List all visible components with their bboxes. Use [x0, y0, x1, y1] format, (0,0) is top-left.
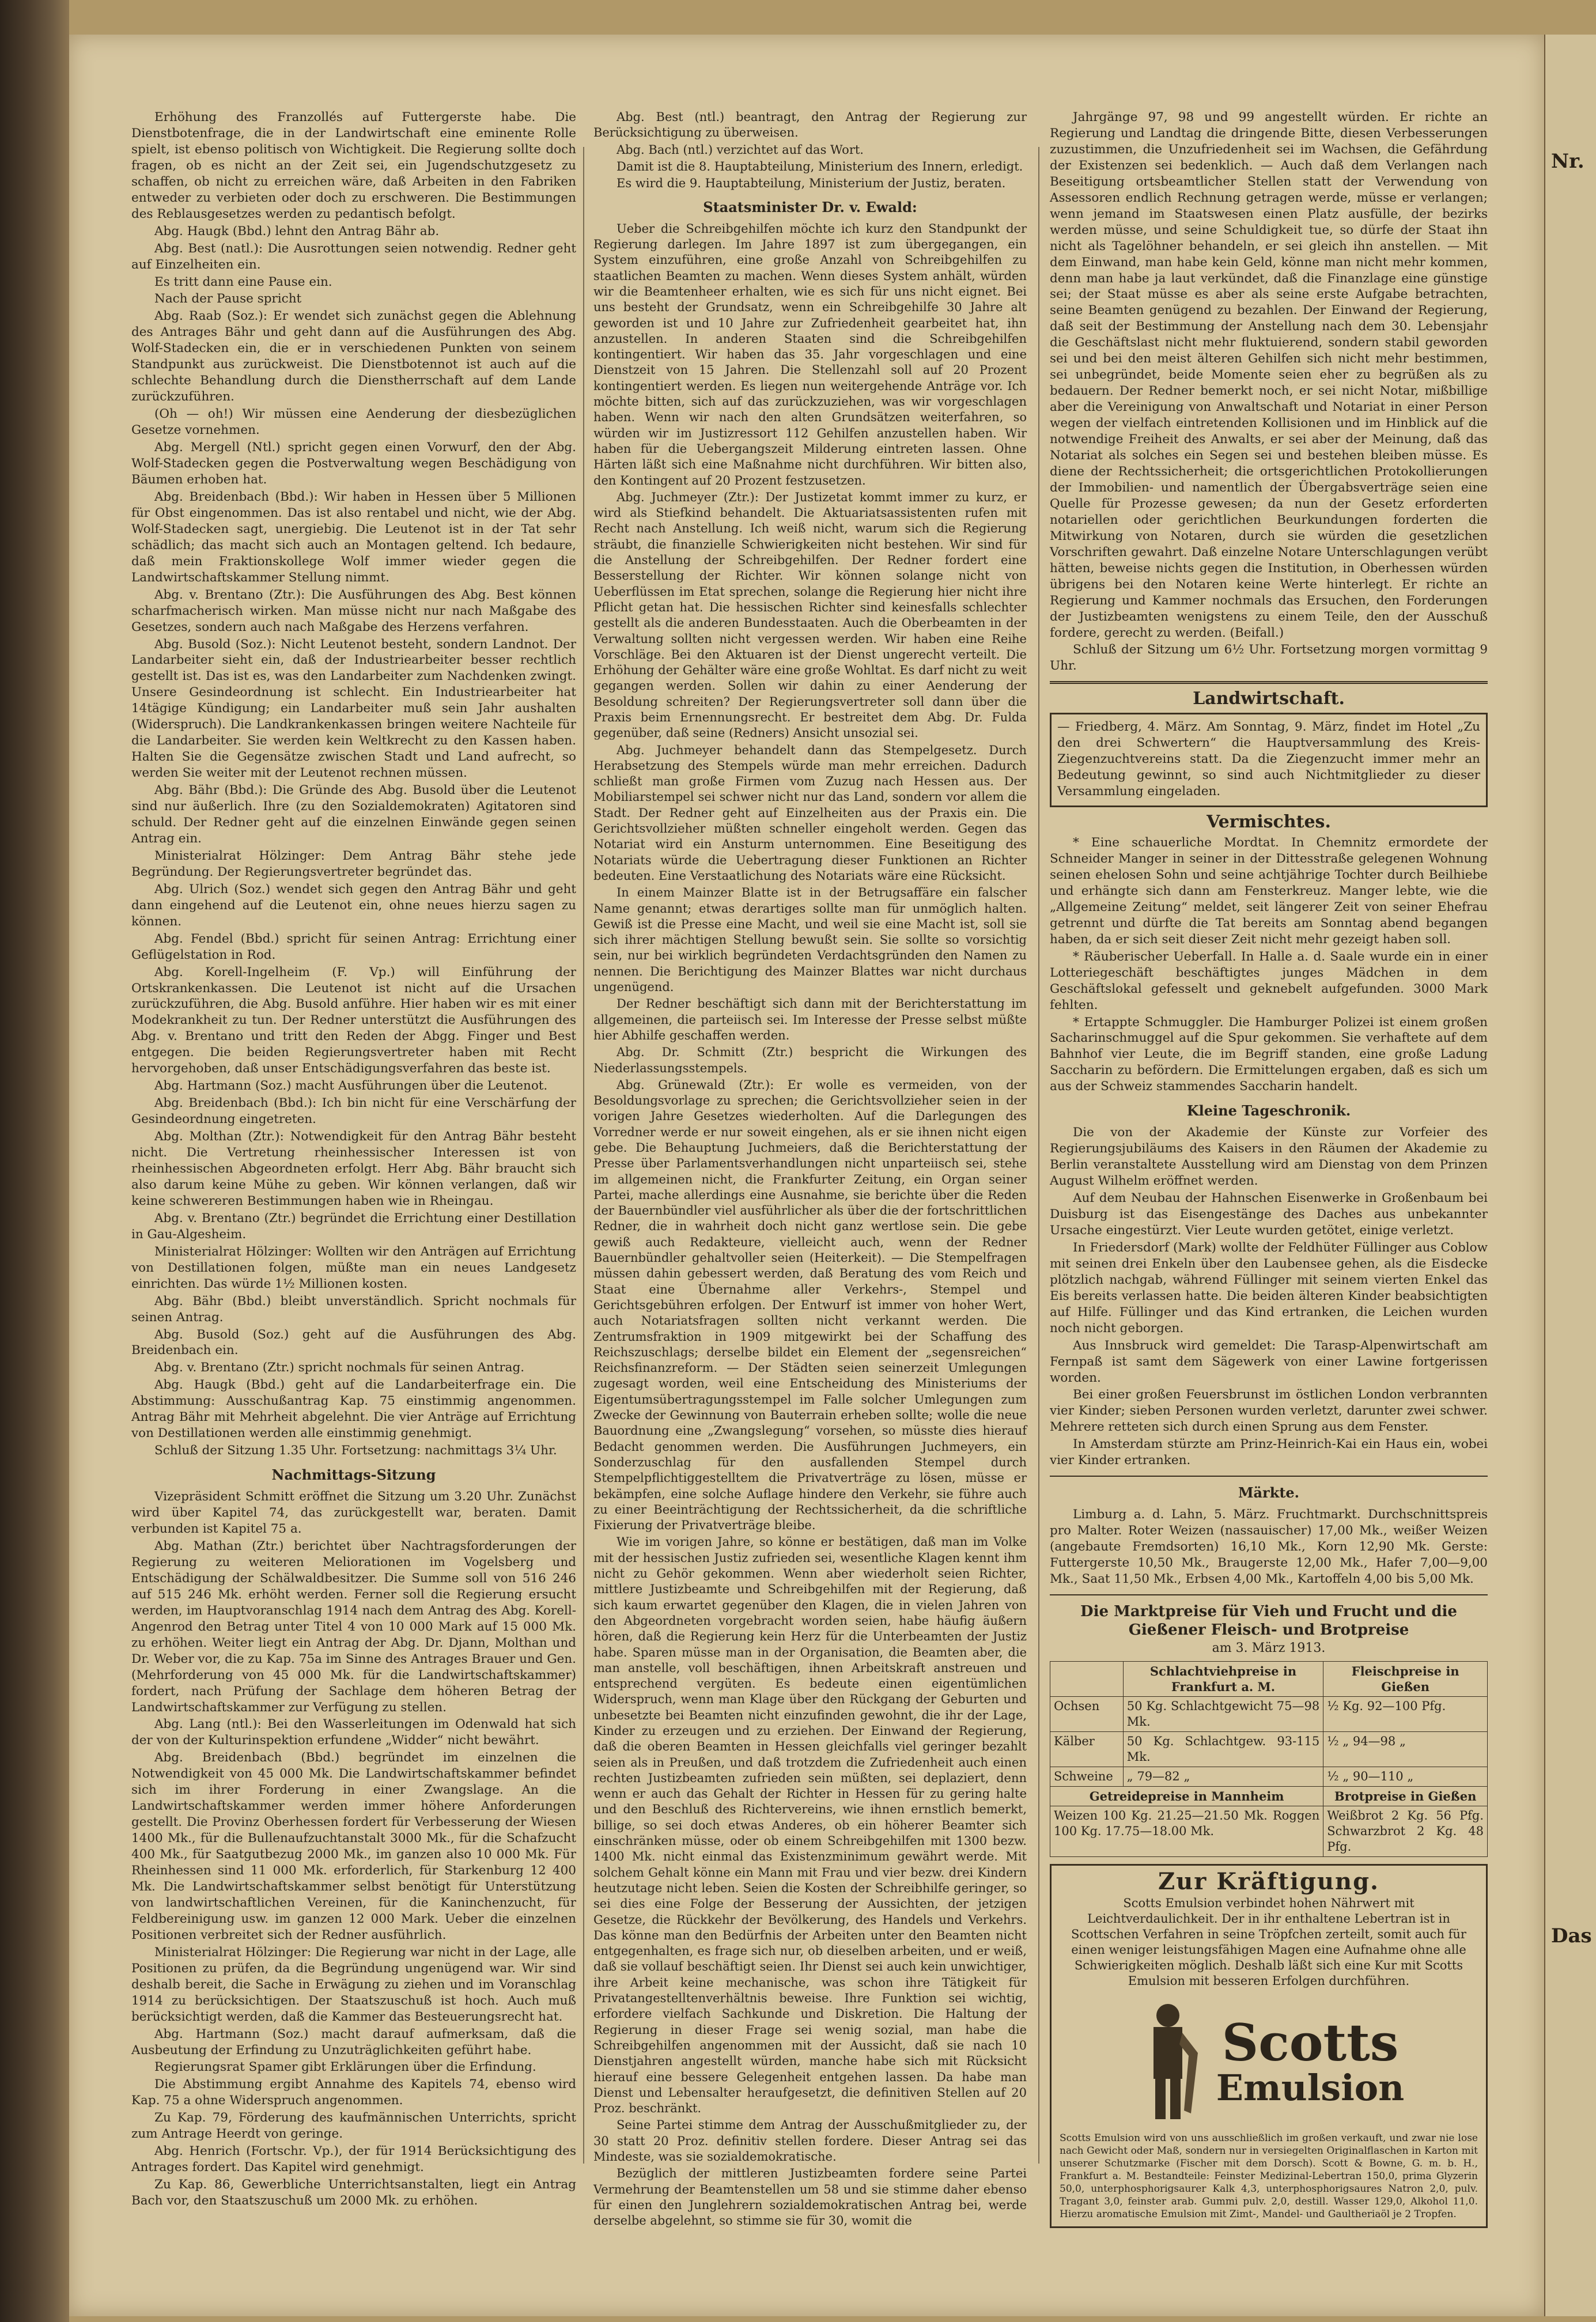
article-paragraph: Abg. Juchmeyer (Ztr.): Der Justizetat kommt immer zu kurz, er wird als Stiefkind behandelt. Die Aktuariatsassistenten rufen mit Recht nach Anstellung. Ich weiß nicht, warum sich die Regierung sträubt, die finanzielle Schwierigkeiten nicht bestehen. Wir sind für die Anstellung der Schreibgehilfen. Der Redner fordert eine Besserstellung der Richter. Wir können solange nicht von Ueberflüssen im Etat sprechen, solange die Regierung hier nicht ihre Pflicht getan hat. Die hessischen Richter sind keinesfalls schlechter gestellt als die anderen Bundesstaaten. Auch die Oberbeamten in der Verwaltung sollten nicht vergessen werden. Wir haben eine Reihe Vorschläge. Bei den Aktuaren ist der Dienst ungerecht verteilt. Die Erhöhung der Gehälter wäre eine große Wohltat. Es darf nicht zu weit gegangen werden. Sollen wir dahin zu einer Aenderung der Besoldung schreiten? Der Regierungsvertreter soll dann über die Praxis beim Ernennungsrecht. Er bestreitet dem Abg. Dr. Fulda gegenüber, daß seine (Redners) Ansicht unsozial sei.	[593, 490, 1027, 740]
markets-text: Limburg a. d. Lahn, 5. März. Fruchtmarkt. Durchschnittspreis pro Malter. Roter Weizen (nassauischer) 17,00 Mk., weißer Weizen (angebaute Fremdsorten) 16,10 Mk., Korn 12,90 Mk. Gerste: Futtergerste 10,50 Mk., Braugerste 12,00 Mk., Hafer 7,00—9,00 Mk., Saat 11,50 Mk., Erbsen 4,00 Mk., Kartoffeln 4,00 bis 5,00 Mk.	[1050, 1507, 1488, 1587]
article-paragraph: Abg. Best (ntl.) beantragt, den Antrag der Regierung zur Berücksichtigung zu überweisen.	[593, 110, 1027, 140]
article-paragraph: Abg. Bähr (Bbd.) bleibt unverständlich. Spricht nochmals für seinen Antrag.	[131, 1294, 576, 1325]
column-1	[131, 109, 576, 2210]
fisherman-with-cod-icon	[1133, 1998, 1202, 2125]
article-paragraph: Jahrgänge 97, 98 und 99 angestellt würden. Er richte an Regierung und Landtag die dringende Bitte, diesen Verbesserungen zuzustimmen, die Unzufriedenheit sei im Wachsen, die Gefährdung der Existenzen sei bedenklich. — Auch daß dem Verlangen nach Beseitigung ortsbeamtlicher Stellen statt der Verwendung von Assessoren endlich Rechnung getragen werde, müsse er verlangen; wenn jemand im Staatswesen einen Platz ausfülle, der bezirks werden müsse, und seine Schuldigkeit tue, so dürfe der Staat ihn nicht als Tagelöhner behandeln, er sei gleich ihn anstellen. — Mit dem Einwand, man habe kein Geld, könne man nicht mehr kommen, denn man habe ja laut verkündet, daß die Finanzlage eine günstige sei; der Staat müsse es aber als seine erste Aufgabe betrachten, seine Beamten genügend zu bezahlen. Der Einwand der Regierung, daß seit der Bestimmung der Anstellung nach dem 30. Lebensjahr die Geschäftslast nicht mehr fluktuierend, sondern stabil geworden sei und bei den meist älteren Gehilfen sich nicht mehr bestimmen, sei unbegründet, beide Momente seien eher zu begrüßen als zu bedauern. Der Redner bemerkt noch, er sei nicht Notar, mißbillige aber die Vereinigung von Anwaltschaft und Notariat in einer Person wegen der vielfach eintretenden Kollisionen und im Hinblick auf die notwendige Freiheit des Anwalts, er sei aber der Meinung, daß das Notariat als solches ein Segen sei und bestehen bleiben müsse. Es diene der Rechtssicherheit; die ortsgerichtlichen Protokollierungen der Immobilien- und namentlich der Übergabsverträge seien eine Quelle für Prozesse gewesen; da nun der Gesetz erforderten notariellen oder gerichtlichen Beurkundungen forderten die Mitwirkung von Notaren, durch sie würden die gesetzlichen Vorschriften gewahrt. Daß einzelne Notare Unterschlagungen verübt hätten, beweise nichts gegen die Institution, in Oberhessen würden übrigens bei den Notaren keine Werte hinterlegt. Er richte an Regierung und Kammer nochmals das Ersuchen, den Forderungen der Justizbeamten wenigstens zu einem Teile, den der Ausschuß fordere, gerecht zu werden. (Beifall.)	[1050, 110, 1488, 640]
article-paragraph: Abg. v. Brentano (Ztr.) begründet die Errichtung einer Destillation in Gau-Algesheim.	[131, 1211, 576, 1242]
table-cell-frankfurt: 50 Kg. Schlachtgew. 93-115 Mk.	[1123, 1731, 1323, 1767]
article-paragraph: Abg. Bähr (Bbd.): Die Gründe des Abg. Busold über die Leutenot sind nur äußerlich. Ihre (zu den Sozialdemokraten) Agitatoren sind schuld. Der Redner geht auf die einzelnen Einwände gegen seinen Antrag ein.	[131, 783, 576, 846]
table-cell-giessen: ½ „ 94—98 „	[1323, 1731, 1488, 1767]
market-table-title: Die Marktpreise für Vieh und Frucht und die Gießener Fleisch- und Brotpreise	[1080, 1602, 1457, 1639]
book-binding	[0, 0, 69, 2322]
article-paragraph: In einem Mainzer Blatte ist in der Betrugsaffäre ein falscher Name genannt; etwas derartiges sollte man für unmöglich halten. Gewiß ist die Presse eine Macht, und weil sie eine Macht ist, soll sie sich ihrer mächtigen Stellung bewußt sein. Sie sollte so vorsichtig sein, nur bei wirklich begründeten Verdachtsgründen den Namen zu nennen. Die Berichtigung des Mainzer Blattes war nicht durchaus ungenügend.	[593, 886, 1027, 994]
vermischtes-heading: Vermischtes.	[1207, 812, 1331, 833]
landwirtschaft-heading: Landwirtschaft.	[1193, 689, 1345, 709]
table-header-kind	[1050, 1661, 1124, 1696]
article-paragraph: Abg. Mathan (Ztr.) berichtet über Nachtragsforderungen der Regierung zu weiteren Meliorationen im Vogelsberg und Entschädigung der Schälwaldbesitzer. Die Summe soll von 516 246 auf 515 246 Mk. erhöht werden. Ferner soll die Regierung ersucht werden, im Hauptvoranschlag 1914 nach dem Antrag des Abg. Korell-Angenrod den Betrag unter Titel 4 von 10 000 Mark auf 15 000 Mk. zu erhöhen. Weiter liegt ein Antrag der Abg. Dr. Djann, Molthan und Dr. Weber vor, die zu Kap. 75a im Sinne des Antrages Brauer und Gen. (Mehrforderung von 45 000 Mk. für die Landwirtschaftskammer) fordert, nach Prüfung der Sachlage dem höheren Betrag der Landwirtschaftskammer zur Verfügung zu stellen.	[131, 1538, 576, 1715]
news-item: * Eine schauerliche Mordtat. In Chemnitz ermordete der Schneider Manger in seiner in der Dittesstraße gelegenen Wohnung seinen ehelosen Sohn und seine achtjährige Tochter durch Beilhiebe und erhängte sich dann am Fensterkreuz. Manger lebte, wie die „Allgemeine Zeitung“ meldet, seit längerer Zeit von seiner Ehefrau getrennt und dürfte die Tat bereits am Sonntag abend begangen haben, da er sich seit dieser Zeit nicht mehr gezeigt haben soll.	[1050, 835, 1488, 947]
news-item: Die von der Akademie der Künste zur Vorfeier des Regierungsjubiläums des Kaisers in den Räumen der Akademie zu Berlin veranstaltete Ausstellung wird am Dienstag von dem Prinzen August Wilhelm eröffnet werden.	[1050, 1125, 1488, 1189]
ad-heading: Zur Kräftigung.	[1158, 1867, 1379, 1895]
article-paragraph: Abg. Juchmeyer behandelt dann das Stempelgesetz. Durch Herabsetzung des Stempels würde man mehr erreichen. Dadurch schließt man große Firmen vom Zuzug nach Hessen aus. Der Mobiliarstempel sei schwer nicht nur das Land, sondern vor allem die Stadt. Der Redner geht auf Einzelheiten aus der Praxis ein. Die Gerichtsvollzieher müßten schneller eingeholt werden. Gegen das Notariat wird ein Ansturm unternommen. Eine Beseitigung des Notariats würde die Uebertragung dieser Funktionen an Richter bedeuten. Eine Verstaatlichung des Notariats wäre eine Rücksicht.	[593, 743, 1027, 883]
article-paragraph: Ministerialrat Hölzinger: Dem Antrag Bähr stehe jede Begründung. Der Regierungsvertreter begründet das.	[131, 848, 576, 879]
tageschronik-heading: Kleine Tageschronik.	[1186, 1102, 1351, 1120]
vermischtes-paragraphs	[1050, 835, 1488, 1095]
table-cell-kind: Kälber	[1050, 1731, 1124, 1767]
news-item: In Friedersdorf (Mark) wollte der Feldhüter Füllinger aus Coblow mit seinen drei Enkeln über den Laubensee gehen, als die Eisdecke plötzlich nachgab, während Füllinger mit seinem vierten Enkel das Eis bereits verlassen hatte. Die beiden älteren Kinder beabsichtigten auf Hilfe. Füllinger und das Kind ertranken, die Leichen wurden noch nicht geborgen.	[1050, 1240, 1488, 1336]
market-price-table	[1050, 1661, 1488, 1857]
article-paragraph: Abg. Breidenbach (Bbd.) begründet im einzelnen die Notwendigkeit von 45 000 Mk. Die Landwirtschaftskammer befindet sich im ihrer Forderung in einer Zwangslage. An die Landwirtschaftskammer werden immer höhere Anforderungen gestellt. Die Provinz Oberhessen fordert für Verbesserung der Wiesen 1400 Mk., für die Bullenaufzuchtanstalt 3000 Mk., für die Schafzucht 400 Mk., für Saatgutbezug 2000 Mk., im ganzen also 10 000 Mk. Für Rheinhessen sind 11 000 Mk. erforderlich, für Starkenburg 12 400 Mk. Die Landwirtschaftskammer selbst benötigt für Unterstützung von landwirtschaftlichen Vereinen, für die Kaninchenzucht, für Feldbereinigung usw. im ganzen 12 000 Mark. Ueber die einzelnen Positionen verbreitet sich der Redner ausführlich.	[131, 1750, 576, 1942]
article-paragraph: Abg. Haugk (Bbd.) lehnt den Antrag Bähr ab.	[154, 224, 440, 239]
news-item: Aus Innsbruck wird gemeldet: Die Tarasp-Alpenwirtschaft am Fernpaß ist samt dem Sägewerk von einer Lawine fortgerissen worden.	[1050, 1338, 1488, 1385]
ad-logo	[1216, 2012, 1405, 2109]
ad-small-print: Scotts Emulsion wird von uns ausschließlich im großen verkauft, und zwar nie lose nach Gewicht oder Maß, sondern nur in versiegelten Originalflaschen in Karton mit unserer Schutzmarke (Fischer mit dem Dorsch). Scott & Bowne, G. m. b. H., Frankfurt a. M. Bestandteile: Feinster Medizinal-Lebertran 150,0, prima Glyzerin 50,0, unterphosphorigsaurer Kalk 4,3, unterphosphorigsaures Natron 2,0, pulv. Tragant 3,0, feinster arab. Gummi pulv. 2,0, destill. Wasser 129,0, Alkohol 11,0. Hierzu aromatische Emulsion mit Zimt-, Mandel- und Gaultheriaöl je 2 Tropfen.	[1060, 2132, 1478, 2220]
article-paragraph: Abg. Hartmann (Soz.) macht Ausführungen über die Leutenot.	[154, 1079, 548, 1094]
article-paragraph: Abg. Henrich (Fortschr. Vp.), der für 1914 Berücksichtigung des Antrages fordert. Das Kapitel wird genehmigt.	[131, 2144, 576, 2175]
article-paragraph: Bezüglich der mittleren Justizbeamten fordere seine Partei Vermehrung der Beamtenstellen um 58 und sie stimme daher ebenso für einen den Junglehrern sozialdemokratischen Antrag bei, werde derselbe abgelehnt, so stimme sie für 30, womit die	[593, 2166, 1027, 2228]
adjacent-page-fragment	[1544, 35, 1596, 2316]
article-paragraph: Abg. v. Brentano (Ztr.) spricht nochmals für seinen Antrag.	[154, 1360, 525, 1375]
article-paragraph: Vizepräsident Schmitt eröffnet die Sitzung um 3.20 Uhr. Zunächst wird über Kapitel 74, das zurückgestellt war, beraten. Damit verbunden ist Kapitel 75 a.	[131, 1489, 576, 1537]
news-item: Bei einer großen Feuersbrunst im östlichen London verbrannten vier Kinder; sieben Personen wurden verletzt, darunter zwei schwer. Mehrere retteten sich durch einen Sprung aus dem Fenster.	[1050, 1387, 1488, 1435]
article-paragraph: Abg. Dr. Schmitt (Ztr.) bespricht die Wirkungen des Niederlassungsstempels.	[593, 1045, 1027, 1075]
article-paragraph: Zu Kap. 79, Förderung des kaufmännischen Unterrichts, spricht zum Antrage Heerdt von geringe.	[131, 2111, 576, 2142]
table-cell-frankfurt: „ 79—82 „	[1123, 1767, 1323, 1786]
grain-prices: Weizen 100 Kg. 21.25—21.50 Mk. Roggen 100 Kg. 17.75—18.00 Mk.	[1050, 1806, 1323, 1856]
article-paragraph: Abg. Busold (Soz.): Nicht Leutenot besteht, sondern Landnot. Der Landarbeiter sieht ein, daß der Industriearbeiter besser rechtlich gestellt ist. Das ist es, was den Landarbeiter zum Nachdenken zwingt. Unsere Gesindeordnung ist schlecht. Ein Industriearbeiter hat 14tägige Kündigung; ein Landarbeiter muß sein Jahr aushalten (Widerspruch). Die Landkrankenkassen bringen weitere Nachteile für die Landarbeiter. Sie werden kein Weltkrecht zu den Kassen haben. Halten Sie die Gegensätze zwischen Stadt und Land aufrecht, so werden Sie weiter mit der Leutenot rechnen müssen.	[131, 637, 576, 781]
table-cell-frankfurt: 50 Kg. Schlachtgewicht 75—98 Mk.	[1123, 1696, 1323, 1731]
table-header-frankfurt: Schlachtviehpreise in Frankfurt a. M.	[1123, 1661, 1323, 1696]
article-paragraph: Abg. Fendel (Bbd.) spricht für seinen Antrag: Errichtung einer Geflügelstation in Rod.	[131, 931, 576, 962]
fragment-text-top: Nr.	[1551, 150, 1584, 173]
ad-logo-line-1: Scotts	[1221, 2012, 1399, 2073]
table-row	[1050, 1767, 1488, 1786]
article-paragraph: Abg. Grünewald (Ztr.): Er wolle es vermeiden, von der Besoldungsvorlage zu sprechen; die Gerichtsvollzieher seien in der vorigen Jahre Gesetzes wiederholten. Auf die Darlegungen des Vorredner werde er nur soweit eingehen, als er sie ihnen nicht eigen gebe. Die Behauptung Juchmeiers, daß die Berichterstattung der Presse über Parlamentsverhandlungen nicht unparteiisch sei, stehe im allgemeinen nicht, die Frankfurter Zeitung, ein Organ seiner Partei, mache allerdings eine Ausnahme, sie berichte über die Reden der Bauernbündler viel ausführlicher als über die der fortschrittlichen Redner, die in wahrheit doch nicht ganz wertlose sein. Die gebe gewiß auch Redakteure, vielleicht auch, wenn der Redner Bauernbündler gehaltvoller seien (Heiterkeit). — Die Stempelfragen müssen dahin gebessert werden, daß Beratung des vom Reich und Staat eine Übernahme aller Verkehrs-, Stempel und Gerichtsgebühren erfolgen. Der Entwurf ist immer von hoher Wert, auch Notariatsfragen sollten nicht verkannt werden. Die Zentrumsfraktion in 1909 mitgewirkt bei der Schaffung des Reichszuschlags; derselbe bildet ein Element der „segensreichen“ Reichsfinanzreform. — Der Städten seien seinerzeit Umlegungen zugesagt worden, weil eine Entscheidung des Ministeriums der Eigentumsübertragungsstempel im Falle solcher Umlegungen zum Zwecke der Gewinnung von Bauterrain erheben sollte; wolle die neue Bauordnung eine „Zwangslegung“ vorsehen, so müsste dies hierauf Bedacht genommen werden. Die Ausführungen Juchmeyers, ein Sonderzuschlag für den ausfallenden Stempel durch Stempelpflichtiggestelltem die Privatverträge zu lösen, müsse er bekämpfen, eine solche Auflage hindere den Verkehr, sie führe auch zu einer Beeinträchtigung der Rechtssicherheit, da die schriftliche Fixierung der Privatverträge bleibe.	[593, 1077, 1027, 1533]
article-paragraph: Schluß der Sitzung 1.35 Uhr. Fortsetzung: nachmittags 3¼ Uhr.	[154, 1443, 557, 1458]
article-paragraph: Zu Kap. 86, Gewerbliche Unterrichtsanstalten, liegt ein Antrag Bach vor, den Staatszuschuß um 2000 Mk. zu erhöhen.	[131, 2177, 576, 2208]
table-cell-kind: Schweine	[1050, 1767, 1124, 1786]
article-paragraph: Abg. Busold (Soz.) geht auf die Ausführungen des Abg. Breidenbach ein.	[131, 1327, 576, 1358]
news-item: * Räuberischer Ueberfall. In Halle a. d. Saale wurde ein in einer Lotteriegeschäft beschäftigtes junges Mädchen in dem Geschäftslokal gefesselt und geknebelt aufgefunden. 3000 Mark fehlten.	[1050, 949, 1488, 1012]
article-paragraph: Der Redner beschäftigt sich dann mit der Berichterstattung im allgemeinen, die parteiisch sei. Im Interesse der Presse selbst müßte hier Abhilfe geschaffen werden.	[593, 997, 1027, 1042]
article-paragraph: Abg. Mergell (Ntl.) spricht gegen einen Vorwurf, den der Abg. Wolf-Stadecken gegen die Postverwaltung wegen Beschädigung von Bäumen erhoben hat.	[131, 440, 576, 487]
landwirtschaft-text: — Friedberg, 4. März. Am Sonntag, 9. März, findet im Hotel „Zu den drei Schwertern“ die Hauptversammlung des Kreis-Ziegenzuchtvereins statt. Da die Ziegenzucht immer mehr an Bedeutung gewinnt, so sind auch Nichtmitglieder zu dieser Versammlung eingeladen.	[1057, 720, 1480, 799]
column-3-paragraphs	[1050, 109, 1488, 674]
tageschronik-paragraphs	[1050, 1125, 1488, 1469]
article-paragraph: Nach der Pause spricht	[154, 292, 302, 307]
scotts-advertisement	[1050, 1864, 1488, 2228]
minister-heading: Staatsminister Dr. v. Ewald:	[703, 199, 917, 216]
landwirtschaft-box	[1050, 713, 1488, 807]
article-paragraph: Abg. Korell-Ingelheim (F. Vp.) will Einführung der Ortskrankenkassen. Die Leutenot ist nicht auf die Ursachen zurückzuführen, die Abg. Busold anführe. Hier haben wir es mit einer Modekrankheit zu tun. Der Redner unterstützt die Ausführungen des Abg. v. Brentano und tritt den Reden der Abgg. Finger und Best entgegen. Die beiden Regierungsvertreter haben mit Recht hervorgehoben, daß unser Entschädigungsverfahren das beste ist.	[131, 965, 576, 1076]
column-2-paragraphs	[593, 109, 1027, 191]
table-cell-kind: Ochsen	[1050, 1696, 1124, 1731]
column-rule	[583, 147, 584, 2164]
table-header-giessen: Fleischpreise in Gießen	[1323, 1661, 1488, 1696]
ad-figure	[1060, 1998, 1478, 2125]
article-paragraph: Abg. Ulrich (Soz.) wendet sich gegen den Antrag Bähr und geht dann eingehend auf die Leutenot ein, ohne neues hierzu sagen zu können.	[131, 882, 576, 929]
article-paragraph: Abg. Lang (ntl.): Bei den Wasserleitungen im Odenwald hat sich der von der Kulturinspektion erfundene „Widder“ nicht bewährt.	[131, 1717, 576, 1748]
article-paragraph: Wie im vorigen Jahre, so könne er bestätigen, daß man im Volke mit der hessischen Justiz zufrieden sei, wesentliche Klagen kennt ihm nicht zu Gehör gekommen. Wenn aber wiederholt seien Richter, mittlere Justizbeamte und Schreibgehilfen mit der Regierung, daß sich kaum erwartet gegenüber den Klagen, die in vielen Jahren von den Abgeordneten vorgebracht worden seien, habe häufig äußern hören, daß die Regierung kein Herz für die Unterbeamten der Justiz habe. Sparen müsse man in der Organisation, die Beamten aber, die man anstelle, voll beschäftigen, ihnen Arbeitskraft anstreuen und entsprechend vergüten. Es bedeute einen eigentümlichen Widerspruch, wenn man Klage über den Rückgang der Geburten und unbesetzte bei Beamten nicht einzufinden gewohnt, die ihr der Lage, Kinder zu erzeugen und zu erziehen. Der Einwand der Regierung, daß die oberen Beamten in Hessen gleichfalls viel geringer bezahlt seien als in Preußen, und daß trotzdem die Zufriedenheit auch einen rechten Justizbeamten zufrieden sein müßten, sei deplaziert, denn wenn er auch das Gehalt der Richter in Hessen für zu gering halte und den Beschluß des Richtervereins, wie ihnen ernstlich bemerkt, billige, so sei doch etwas Anderes, ob ein höherer Beamter sich einschränken müsse, oder ob einem Schreibgehilfen mit 1300 bezw. 1400 Mk. nicht einmal das Existenzminimum gewährt werde. Mit solchem Gehalt könne ein Mann mit Frau und vier bezw. drei Kindern heutzutage nicht leben. Seien die Kosten der Schreibhilfe geringer, so sei dies eine Folge der Besserung der Aussichten, der jetzigen Gesetze, die Rückkehr der Bevölkerung, des Handels und Verkehrs. Das könne man den Bedürfnis der Arbeiten unter den Beamten nicht entgegenhalten, es frage sich nur, ob dieselben arbeiten, und er weiß, daß sie vollauf beschäftigt seien. Ihr Dienst sei auch kein unwichtiger, ihre Arbeit keine mechanische, was schon ihre Tätigkeit für Privatangestelltenverhältnis beweise. Ihre Funktion sei wichtig, erfordere vielfach Sachkunde und Diskretion. Die Haltung der Regierung in dieser Frage sei wenig sozial, man habe die Schreibgehilfen angenommen mit der Aussicht, daß sie nach 10 Dienstjahren angestellt würden, manche habe sich mit Rücksicht hierauf eine bessere Gelegenheit entgehen lassen. Da habe man Dienst und Lebensalter heraufgesetzt, die definitiven Stellen auf 20 Proz. beschränkt.	[593, 1535, 1027, 2116]
column-3	[1050, 109, 1488, 2228]
article-paragraph: Seine Partei stimme dem Antrag der Ausschußmitglieder zu, der 30 statt 20 Proz. definitiv stellen fordere. Dieser Antrag sei das Mindeste, was sie sozialdemokratische.	[593, 2118, 1027, 2164]
article-paragraph: Abg. Raab (Soz.): Er wendet sich zunächst gegen die Ablehnung des Antrages Bähr und geht dann auf die Ausführungen des Abg. Wolf-Stadecken ein, die er in verschiedenen Punkten von seinem Standpunkt aus zurückweist. Die Dienstbotennot ist auch auf die schlechte Behandlung durch die Dienstherrschaft auf dem Lande zurückzuführen.	[131, 309, 576, 404]
market-table-body	[1050, 1696, 1488, 1786]
fragment-text-mid: Das	[1551, 1924, 1592, 1947]
table-row	[1050, 1731, 1488, 1767]
table-row	[1050, 1696, 1488, 1731]
article-paragraph: Erhöhung des Franzollés auf Futtergerste habe. Die Dienstbotenfrage, die in der Landwirtschaft eine eminente Rolle spielt, ist ebenso politisch von Wichtigkeit. Die Regierung sollte doch fragen, ob es nicht an der Zeit sei, ein Jugendschutzgesetz zu schaffen, ob nicht zu erreichen wäre, daß Arbeiten in den Fabriken entweder zu verbieten oder doch zu erschweren. Die Bestimmungen des Reblausgesetzes werden zu pedantisch befolgt.	[131, 110, 576, 221]
article-paragraph: Abg. Breidenbach (Bbd.): Wir haben in Hessen über 5 Millionen für Obst eingenommen. Das ist also rentabel und nicht, wie der Abg. Wolf-Stadecken sagt, unergiebig. Die Leutenot ist in der Tat sehr schädlich; das macht sich auch an Montagen geltend. Ich bedaure, daß mein Fraktionskollege Wolf immer wieder gegen die Landwirtschaftskammer Stellung nimmt.	[131, 489, 576, 585]
article-paragraph: Es wird die 9. Hauptabteilung, Ministerium der Justiz, beraten.	[617, 176, 1006, 191]
article-paragraph: Abg. Breidenbach (Bbd.): Ich bin nicht für eine Verschärfung der Gesindeordnung eingetreten.	[131, 1096, 576, 1127]
news-item: * Ertappte Schmuggler. Die Hamburger Polizei ist einem großen Sacharinschmuggel auf die Spur gekommen. Sie verhaftete auf dem Bahnhof vier Leute, die im Begriff standen, eine große Ladung Saccharin zu befördern. Die Ermittelungen ergaben, daß es sich um aus der Schweiz stammendes Saccharin handelt.	[1050, 1015, 1488, 1094]
news-item: In Amsterdam stürzte am Prinz-Heinrich-Kai ein Haus ein, wobei vier Kinder ertranken.	[1050, 1437, 1488, 1468]
table-header-grain: Getreidepreise in Mannheim	[1050, 1786, 1323, 1806]
table-cell-giessen: ½ Kg. 92—100 Pfg.	[1323, 1696, 1488, 1731]
column-1-paragraphs-2	[131, 1489, 576, 2209]
article-paragraph: Abg. Hartmann (Soz.) macht darauf aufmerksam, daß die Ausbeutung der Erfindung zu Unzuträglichkeiten geführt habe.	[131, 2026, 576, 2058]
column-rule	[1038, 147, 1039, 2164]
article-paragraph: Regierungsrat Spamer gibt Erklärungen über die Erfindung.	[154, 2060, 536, 2075]
section-divider	[1050, 1476, 1488, 1477]
bread-prices: Weißbrot 2 Kg. 56 Pfg. Schwarzbrot 2 Kg. 48 Pfg.	[1323, 1806, 1488, 1856]
ad-body: Scotts Emulsion verbindet hohen Nährwert mit Leichtverdaulichkeit. Der in ihr enthaltene Lebertran ist in Scottschen Verfahren in seine Tröpfchen zerteilt, somit auch für einen weniger leistungsfähigen Magen eine Aufnahme ohne alle Schwierigkeiten möglich. Deshalb läßt sich eine Kur mit Scotts Emulsion mit besseren Erfolgen durchführen.	[1071, 1896, 1466, 1988]
column-1-paragraphs	[131, 109, 576, 1459]
table-cell-giessen: ½ „ 90—110 „	[1323, 1767, 1488, 1786]
article-paragraph: Ministerialrat Hölzinger: Wollten wir den Anträgen auf Errichtung von Destillationen folgen, müßte man ein neues Landgesetz einrichten. Das würde 1½ Millionen kosten.	[131, 1244, 576, 1291]
article-paragraph: Ministerialrat Hölzinger: Die Regierung war nicht in der Lage, alle Positionen zu prüfen, da die Begründung ungenügend war. Wir sind deshalb bereit, die Sache in Erwägung zu ziehen und im Voranschlag 1914 zu berücksichtigen. Der Staatszuschuß ist hoch. Auch muß berücksichtigt werden, daß die Kammer das Besteuerungsrecht hat.	[131, 1945, 576, 2024]
article-paragraph: Schluß der Sitzung um 6½ Uhr. Fortsetzung morgen vormittag 9 Uhr.	[1050, 642, 1488, 674]
column-2	[593, 109, 1027, 2230]
article-paragraph: Abg. Molthan (Ztr.): Notwendigkeit für den Antrag Bähr besteht nicht. Die Vertretung rheinhessischer Interessen ist von rheinhessischen Abgeordneten erfolgt. Herr Abg. Bähr braucht sich also darum keine Mühe zu geben. Wir können verlangen, daß wir keine schwereren Bestimmungen haben wie in Rheingau.	[131, 1129, 576, 1208]
article-paragraph: (Oh — oh!) Wir müssen eine Aenderung der diesbezüglichen Gesetze vornehmen.	[131, 407, 576, 438]
section-divider	[1050, 1594, 1488, 1595]
article-paragraph: Abg. Bach (ntl.) verzichtet auf das Wort.	[617, 142, 864, 157]
article-paragraph: Ueber die Schreibgehilfen möchte ich kurz den Standpunkt der Regierung darlegen. Im Jahre 1897 ist zum übergegangen, ein System einzuführen, eine große Anzahl von Schreibgehilfen zu staatlichen Beamten zu machen. Wenn dieses System anhält, würden wir die Beamtenheer erhalten, wie es sich für uns nicht eignet. Bei uns besteht der Grundsatz, wenn ein Schreibgehilfe 30 Jahre alt geworden ist und 10 Jahre zur Zufriedenheit gearbeitet hat, ihn anzustellen. In anderen Staaten sind die Schreibgehilfen kontingentiert. Wir haben das 35. Jahr vorgeschlagen und eine Dienstzeit von 15 Jahren. Die Stellenzahl soll auf 20 Prozent kontingentiert werden. Es liegen nun weitergehende Anträge vor. Ich möchte bitten, sich auf das zurückzuziehen, was wir vorgeschlagen haben. Wenn wir nach den alten Grundsätzen weiterfahren, so würden wir im Justizressort 112 Gehilfen anzustellen haben. Wir haben für die Uebergangszeit Milderung eintreten lassen. Ohne Härten läßt sich eine Maßnahme nicht durchführen. Wir bitten also, den Kontingent auf 20 Prozent festzusetzen.	[593, 221, 1027, 487]
section-divider	[1050, 681, 1488, 684]
table-header-bread: Brotpreise in Gießen	[1323, 1786, 1488, 1806]
markets-heading: Märkte.	[1238, 1484, 1300, 1502]
article-paragraph: Es tritt dann eine Pause ein.	[154, 274, 332, 289]
afternoon-session-heading: Nachmittags-Sitzung	[271, 1466, 436, 1484]
article-paragraph: Abg. Haugk (Bbd.) geht auf die Landarbeiterfrage ein. Die Abstimmung: Ausschußantrag Kap. 75 einstimmig angenommen. Antrag Bähr mit Mehrheit abgelehnt. Die vier Anträge auf Errichtung von Destillationen werden alle einstimmig genehmigt.	[131, 1378, 576, 1441]
article-paragraph: Die Abstimmung ergibt Annahme des Kapitels 74, ebenso wird Kap. 75 a ohne Widerspruch angenommen.	[131, 2077, 576, 2108]
article-paragraph: Abg. Best (natl.): Die Ausrottungen seien notwendig. Redner geht auf Einzelheiten ein.	[131, 241, 576, 272]
article-paragraph: Abg. v. Brentano (Ztr.): Die Ausführungen des Abg. Best können scharfmacherisch wirken. Man müsse nicht nur nach Maßgabe des Gesetzes, sondern auch nach Maßgabe des Herzens verfahren.	[131, 587, 576, 634]
news-item: Auf dem Neubau der Hahnschen Eisenwerke in Großenbaum bei Duisburg ist das Eisengestänge des Daches aus unbekannter Ursache eingestürzt. Vier Leute wurden getötet, einige verletzt.	[1050, 1191, 1488, 1238]
ad-logo-line-2: Emulsion	[1216, 2066, 1405, 2109]
market-table-date: am 3. März 1913.	[1212, 1640, 1326, 1655]
column-2-paragraphs-2	[593, 221, 1027, 2229]
article-paragraph: Damit ist die 8. Hauptabteilung, Ministerium des Innern, erledigt.	[617, 159, 1023, 173]
